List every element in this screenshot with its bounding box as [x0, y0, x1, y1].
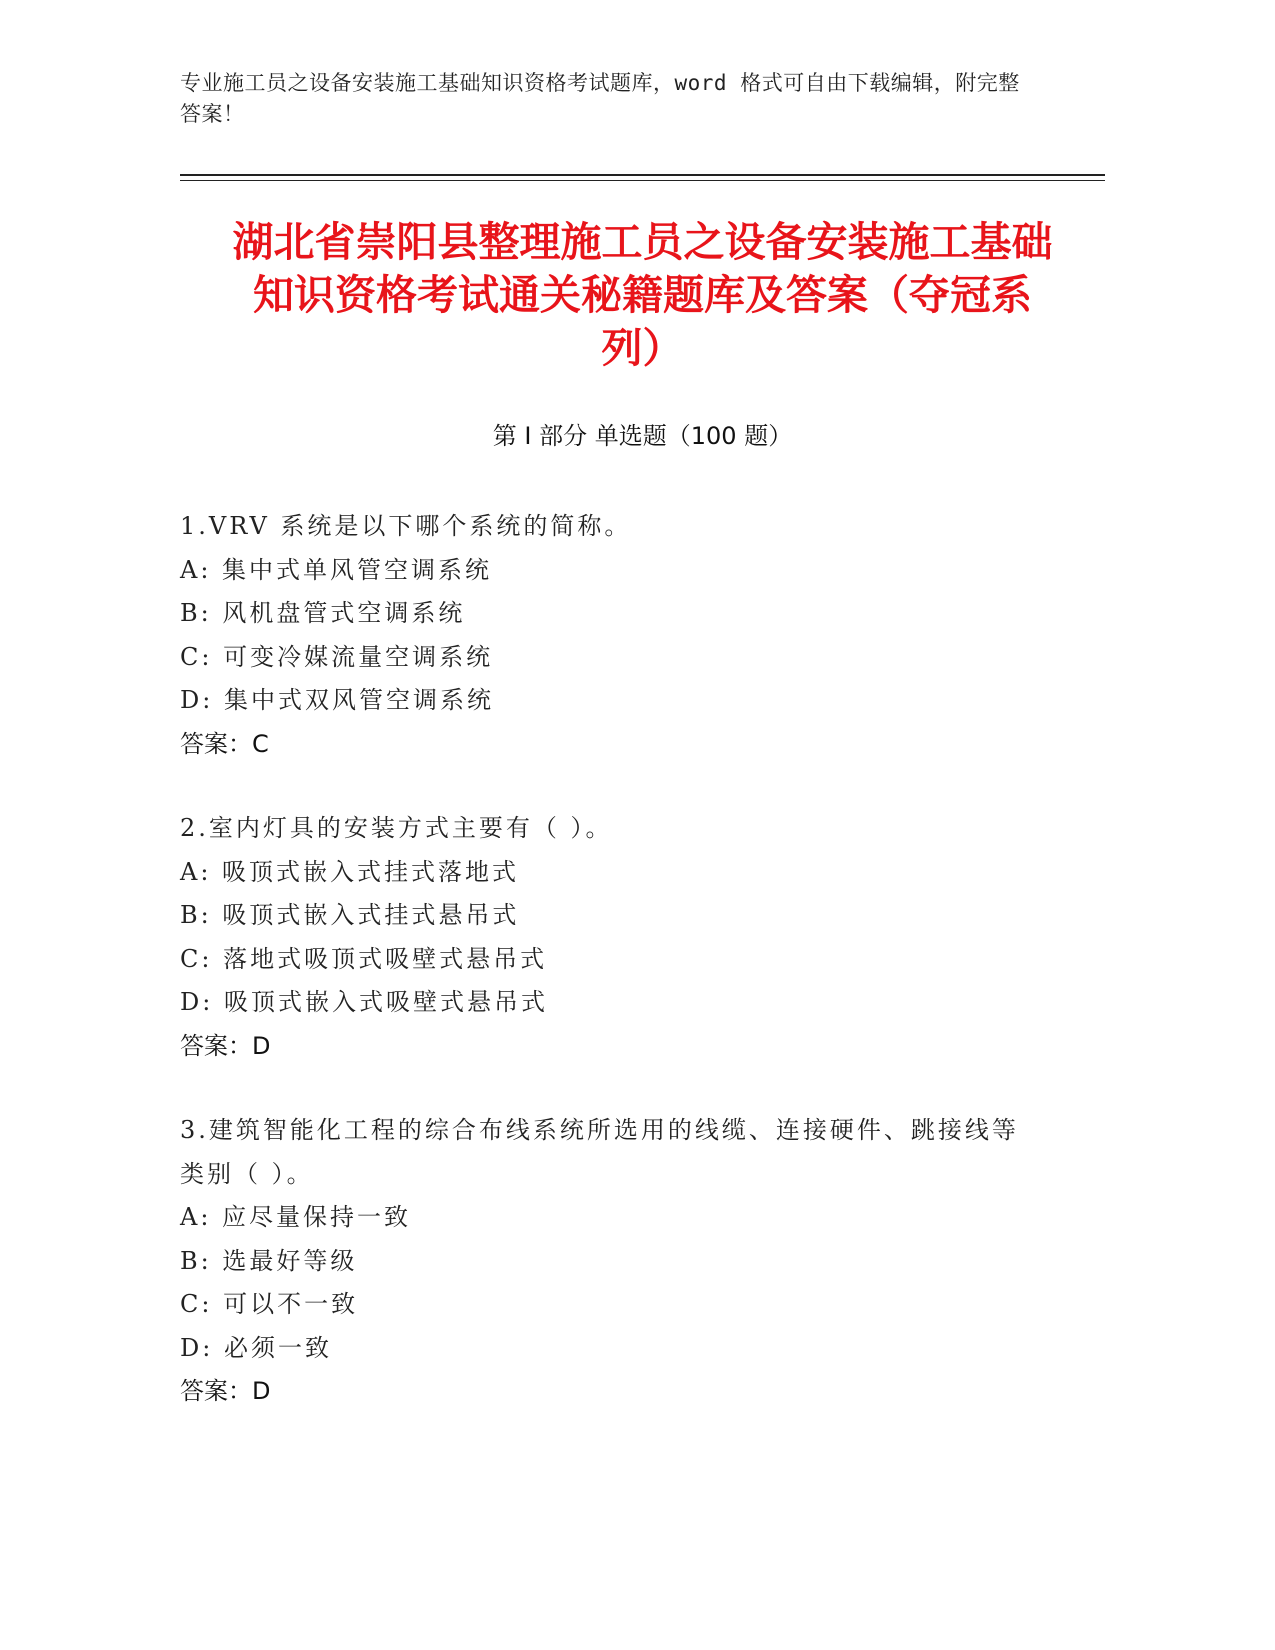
question-list	[180, 505, 1105, 1455]
question-item	[180, 1109, 1105, 1414]
option-c: C: 可以不一致	[180, 1290, 359, 1318]
option-d: D: 吸顶式嵌入式吸壁式悬吊式	[180, 988, 548, 1016]
question-text: 3.建筑智能化工程的综合布线系统所选用的线缆、连接硬件、跳接线等类别（ ）。	[180, 1116, 1019, 1188]
header-note: 专业施工员之设备安装施工基础知识资格考试题库，word 格式可自由下载编辑，附完整答案！	[180, 71, 1020, 126]
option-b: B: 风机盘管式空调系统	[180, 599, 466, 627]
option-d: D: 集中式双风管空调系统	[180, 686, 494, 714]
option-c: C: 落地式吸顶式吸壁式悬吊式	[180, 944, 548, 973]
answer-line: 答案：D	[180, 1031, 271, 1060]
question-item	[180, 807, 1105, 1068]
option-a: A: 吸顶式嵌入式挂式落地式	[180, 857, 520, 886]
option-c: C: 可变冷媒流量空调系统	[180, 642, 494, 671]
option-b: B: 选最好等级	[180, 1246, 358, 1275]
answer-line: 答案：C	[180, 729, 269, 758]
option-d: D: 必须一致	[180, 1333, 332, 1362]
option-a: A: 集中式单风管空调系统	[180, 555, 493, 584]
answer-line: 答案：D	[180, 1377, 271, 1405]
option-b: B: 吸顶式嵌入式挂式悬吊式	[180, 901, 520, 929]
header-divider-thick	[180, 174, 1105, 176]
document-title: 湖北省崇阳县整理施工员之设备安装施工基础知识资格考试通关秘籍题库及答案（夺冠系列）	[232, 218, 1053, 372]
question-text: 1.VRV 系统是以下哪个系统的简称。	[180, 512, 632, 540]
section-title: 第 I 部分 单选题（100 题）	[492, 422, 793, 450]
question-item	[180, 505, 1105, 766]
option-a: A: 应尽量保持一致	[180, 1203, 412, 1231]
header-divider-thin	[180, 180, 1105, 181]
question-text: 2.室内灯具的安装方式主要有（ ）。	[180, 814, 613, 842]
